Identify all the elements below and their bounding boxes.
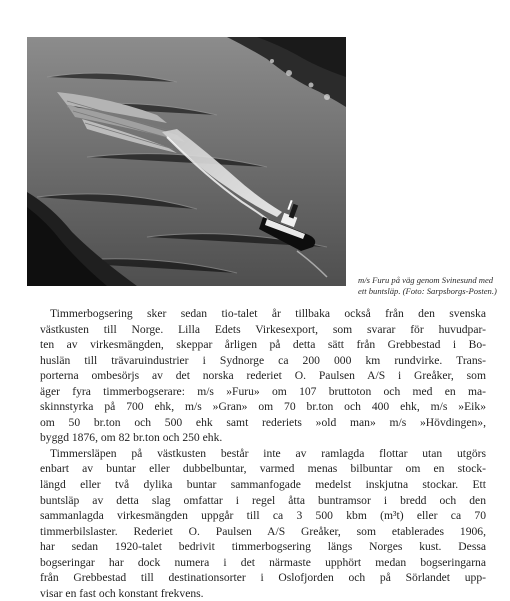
caption-line: ett buntsläp. (Foto: Sarpsborgs-Posten.) <box>358 286 497 296</box>
caption-line: m/s Furu på väg genom Svinesund med <box>358 275 494 285</box>
photo-caption <box>358 275 508 297</box>
text-line: sammanlagda virkesmängden uppgår till ca 3 500 kbm (m³t) eller ca 70 <box>40 509 486 523</box>
text-line: skinnstyrka på 700 ehk, m/s »Gran» om 70 br.ton och 400 ehk, m/s »Eik» <box>40 400 486 414</box>
text-line: från Grebbestad till destinationsorter i Oslofjorden och på Sörlandet upp- <box>40 571 486 585</box>
text-line: huslän till trävaruindustrier i Sydnorge ca 200 000 km rundvirke. Trans- <box>40 353 486 367</box>
paragraph-2 <box>40 446 486 601</box>
tugboat-photo <box>27 37 346 286</box>
text-line: västkusten till Norge. Lilla Edets Virkesexport, som svarar för huvudpar- <box>40 322 486 336</box>
text-line: byggd 1876, om 82 br.ton och 250 ehk. <box>40 431 223 445</box>
text-line: bogseringar har dock numera i det närmaste upphört medan bogseringarna <box>40 555 486 569</box>
text-line: Timmersläpen på västkusten består inte av ramlagda flottar utan utgörs <box>50 446 486 460</box>
text-line: Timmerbogsering sker sedan tio-talet år tillbaka också från den svenska <box>50 307 486 320</box>
text-line: visar en fast och konstant frekvens. <box>40 586 204 600</box>
text-line: ten av virkesmängden, skeppar årligen på detta sätt från Grebbestad i Bo- <box>40 338 486 352</box>
text-line: om 50 br.ton och 500 ehk samt rederiets »old man» m/s »Hövdingen», <box>40 415 486 429</box>
text-line: porterna ombesörjs av det norska rederiet O. Paulsen A/S i Greåker, som <box>40 369 486 383</box>
paragraph-1 <box>40 306 486 446</box>
text-line: äger fyra timmerbogserare: m/s »Furu» om 107 bruttoton och med en ma- <box>40 384 486 398</box>
text-line: har sedan 1920-talet bedrivit timmerbogsering längs Norges kust. Dessa <box>40 540 486 554</box>
text-line: enbart av buntar eller dubbelbuntar, varmed menas bilbuntar om en stock- <box>40 462 486 476</box>
article-body <box>40 306 486 601</box>
text-line: buntsläp av detta slag omfattar i regel åtta buntramsor i bredd och den <box>40 493 486 507</box>
text-line: längd eller två dylika buntar sammanfogade medelst inskjutna stockar. Ett <box>40 478 486 492</box>
text-line: timmerbilslaster. Rederiet O. Paulsen A/S Greåker, som etablerades 1906, <box>40 524 486 538</box>
fjord-photo-illustration <box>27 37 346 286</box>
